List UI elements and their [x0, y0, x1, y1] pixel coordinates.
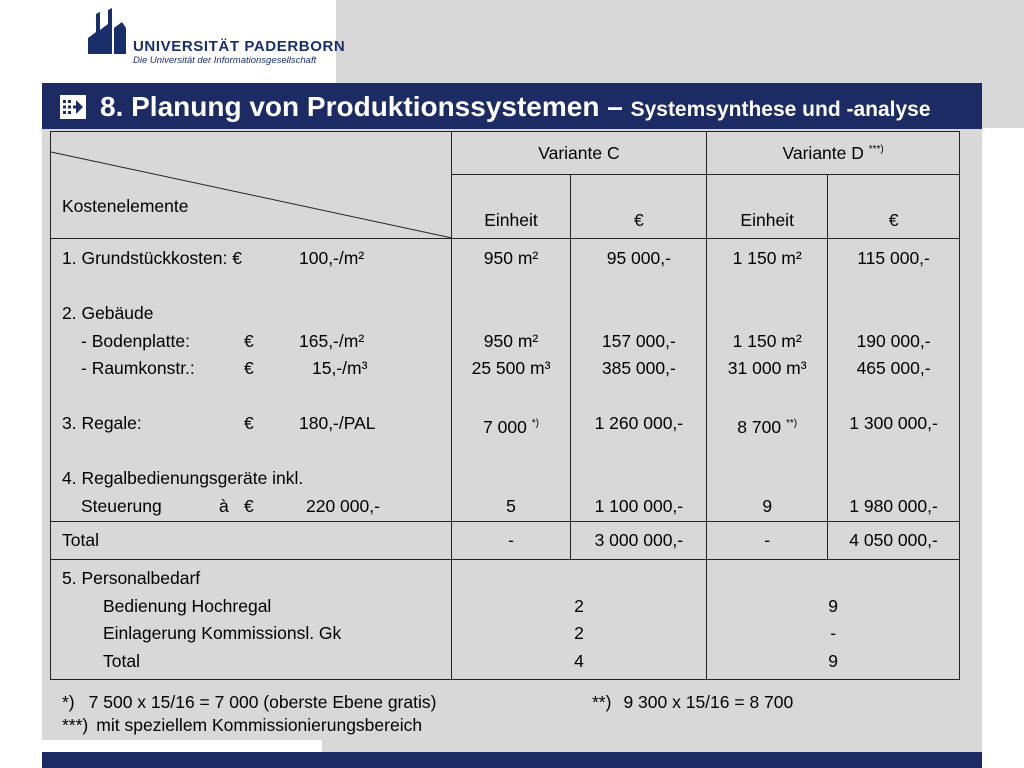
item-rbg-line1: 4. Regalbedienungsgeräte inkl.: [62, 468, 304, 488]
item-rbg-line2: Steuerung à € 220 000,-: [81, 495, 380, 516]
left-margin: [0, 128, 42, 768]
footnote-3: ***) mit speziellem Kommissionierungsbereich: [62, 715, 423, 735]
item-raumkonstr: - Raumkonstr.: € 15,-/m³: [81, 358, 368, 378]
item-regale: 3. Regale: € 180,-/PAL: [62, 413, 376, 433]
d-unit-values: 1 150 m² 1 150 m² 31 000 m³ 8 700 **) 9: [707, 239, 828, 522]
title-sub: Systemsynthese und -analyse: [630, 98, 931, 121]
c-eur-values: 95 000,- 157 000,- 385 000,- 1 260 000,- 1 100 000,-: [571, 239, 707, 522]
diagonal-header-cell: [51, 132, 452, 239]
footer-bar: [42, 752, 982, 768]
item-gebaeude-title: 2. Gebäude: [62, 303, 154, 323]
variant-d-marker: ***): [868, 143, 884, 155]
cost-items-row: [51, 239, 960, 522]
university-name: UNIVERSITÄT PADERBORN: [133, 38, 346, 55]
total-d-eur: 4 050 000,-: [828, 522, 960, 560]
page-title: [100, 84, 931, 130]
item-bodenplatte: - Bodenplatte: € 165,-/m²: [81, 330, 365, 351]
variant-c-header: Variante C: [451, 132, 707, 175]
variant-header-row: [51, 132, 960, 175]
row-header-label: Kostenelemente: [62, 196, 189, 216]
item-grundstueck: 1. Grundstückkosten: € 100,-/m²: [62, 248, 365, 268]
variant-d-header: Variante D ***): [707, 132, 960, 175]
title-main: 8. Planung von Produktionssystemen –: [100, 91, 631, 122]
total-c-unit: -: [451, 522, 571, 560]
diagonal-line: [51, 132, 452, 239]
item-labels: [51, 239, 452, 522]
cost-table: [50, 131, 960, 680]
c-eur-header: €: [571, 175, 707, 239]
c-unit-header: Einheit: [451, 175, 571, 239]
total-label: Total: [51, 522, 452, 560]
d-unit-header: Einheit: [707, 175, 828, 239]
arrow-right-icon: [60, 95, 86, 119]
d-eur-header: €: [828, 175, 960, 239]
d-eur-values: 115 000,- 190 000,- 465 000,- 1 300 000,- 1 980 000,-: [828, 239, 960, 522]
total-d-unit: -: [707, 522, 828, 560]
personal-d-values: 9 - 9: [707, 560, 960, 680]
c-unit-values: 950 m² 950 m² 25 500 m³ 7 000 *) 5: [451, 239, 571, 522]
right-margin: [982, 128, 1024, 768]
footnote-1: *) 7 500 x 15/16 = 7 000 (oberste Ebene gratis): [62, 692, 437, 712]
personal-row: [51, 560, 960, 680]
footnote-2: **) 9 300 x 15/16 = 8 700: [592, 692, 794, 712]
personal-c-values: 2 2 4: [451, 560, 707, 680]
personal-labels: 5. Personalbedarf Bedienung Hochregal Einlagerung Kommissionsl. Gk Total: [51, 560, 452, 680]
university-tagline: Die Universität der Informationsgesellschaft: [133, 55, 317, 66]
footer-white-strip: [42, 740, 322, 752]
total-row: [51, 522, 960, 560]
total-c-eur: 3 000 000,-: [571, 522, 707, 560]
